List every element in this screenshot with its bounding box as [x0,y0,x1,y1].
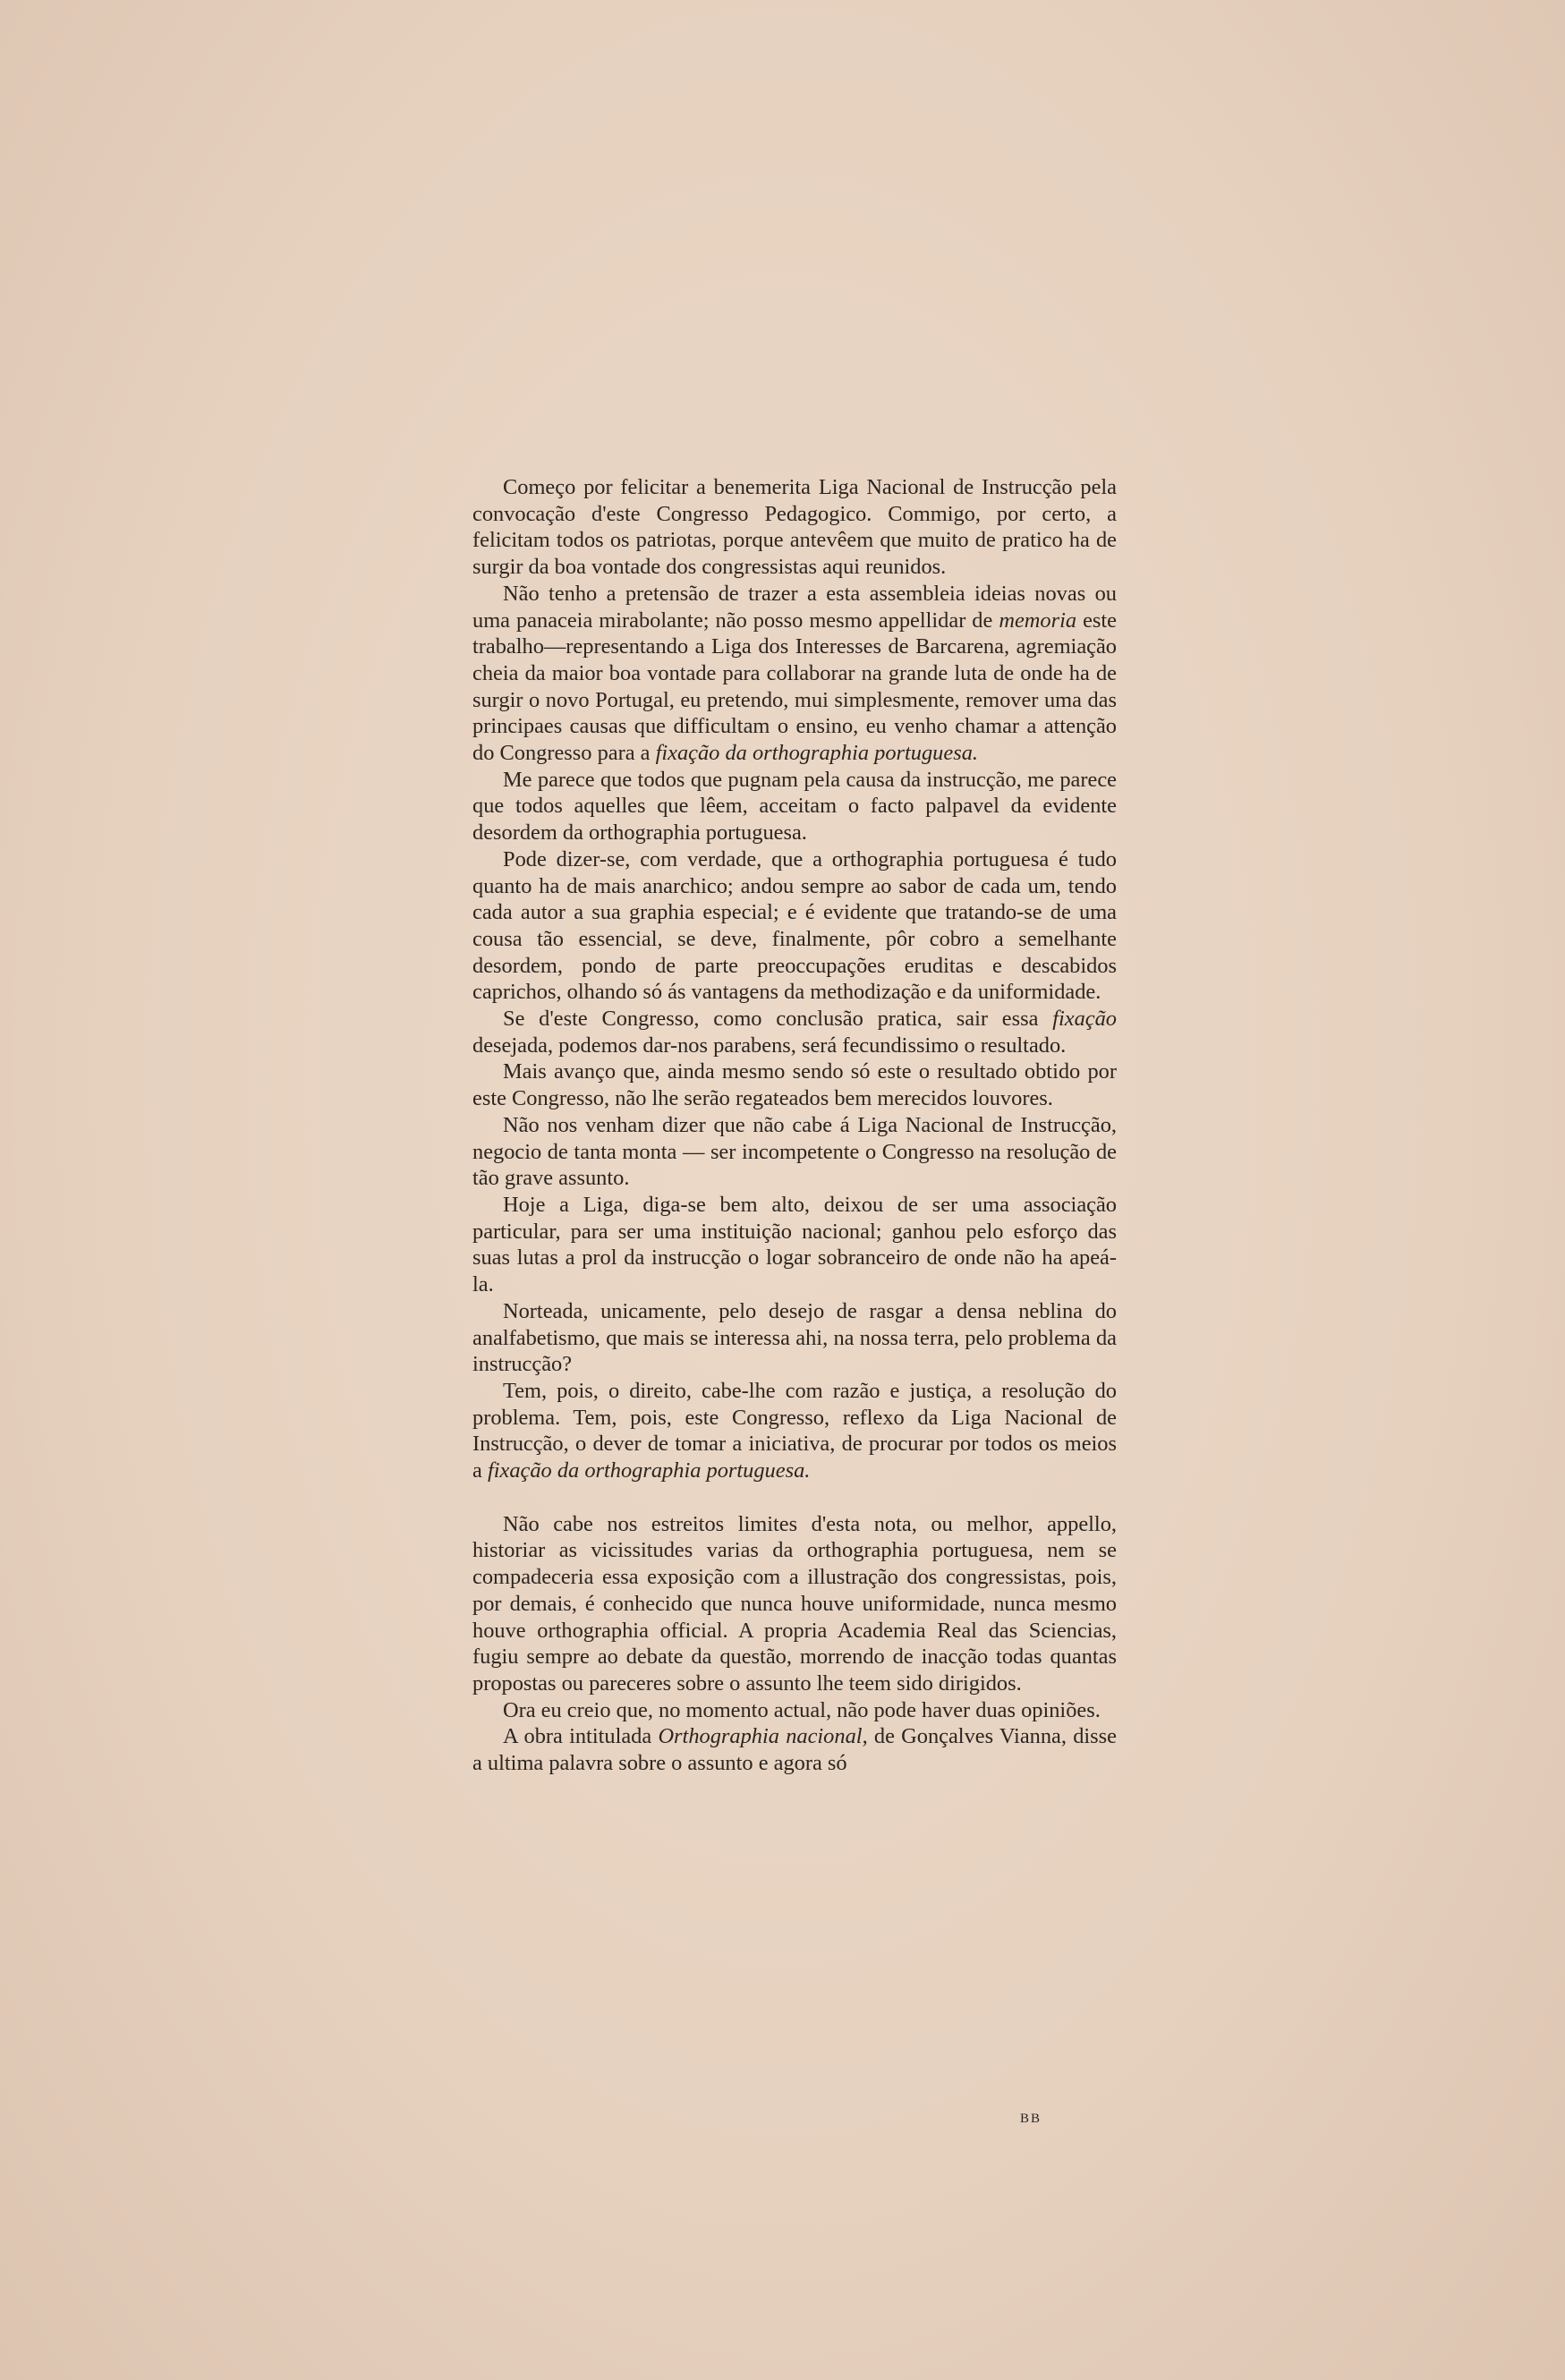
italic-text: memoria [999,608,1077,633]
italic-text: Orthographia nacional [658,1724,863,1749]
text-run: A obra intitulada [503,1724,659,1749]
italic-text: fixação da orthographia portuguesa. [487,1458,811,1483]
text-run: , de Gonçalves Vianna, disse a ultima palavra sobre o assunto e agora só [472,1724,1117,1776]
text-run: Não cabe nos estreitos limites d'esta nota, ou melhor, appello, historiar as vicissitudes varias da orthographia portuguesa, nem se compadeceria essa exposição com a illustração dos congressistas, pois, por demais, é conhecido que nunca houve uniformidade, nunca mesmo houve orthographia official. A propria Academia Real das Sciencias, fugiu sempre ao debate da questão, morrendo de inacção todas quantas propostas ou pareceres sobre o assunto lhe teem sido dirigidos. [472,1511,1117,1696]
paragraph [472,1697,1117,1724]
paragraph [472,1006,1117,1058]
paragraph [472,1378,1117,1484]
paragraph [472,1723,1117,1776]
paragraph [472,767,1117,846]
italic-text: fixação [1052,1007,1117,1032]
paragraph [472,1298,1117,1378]
text-run: Me parece que todos que pugnam pela causa da instrucção, me parece que todos aquelles que lêem, acceitam o facto palpavel da evidente desordem da orthographia portuguesa. [472,767,1117,846]
text-run: Se d'este Congresso, como conclusão pratica, sair essa [503,1007,1053,1032]
paragraph [472,846,1117,1006]
paragraph [472,581,1117,767]
paragraph [472,1112,1117,1192]
text-run: este trabalho—representando a Liga dos Interesses de Barcarena, agremiação cheia da maior boa vontade para collaborar na grande luta de onde ha de surgir o novo Portugal, eu pretendo, mui simplesmente, remover uma das principaes causas que difficultam o ensino, eu venho chamar a attenção do Congresso para a [472,608,1117,766]
paragraph [472,1511,1117,1697]
text-run: Começo por felicitar a benemerita Liga Nacional de Instrucção pela convocação d'este Congresso Pedagogico. Commigo, por certo, a felicitam todos os patriotas, porque antevêem que muito de pratico ha de surgir da boa vontade dos congressistas aqui reunidos. [472,475,1117,580]
text-run: Tem, pois, o direito, cabe-lhe com razão e justiça, a resolução do problema. Tem, pois, este Congresso, reflexo da Liga Nacional de Instrucção, o dever de tomar a iniciativa, de procurar por todos os meios a [472,1378,1117,1483]
italic-text: fixação da orthographia portuguesa. [655,741,978,766]
text-run: Mais avanço que, ainda mesmo sendo só este o resultado obtido por este Congresso, não lhe serão regateados bem merecidos louvores. [472,1059,1117,1111]
text-run: Ora eu creio que, no momento actual, não pode haver duas opiniões. [503,1697,1101,1722]
paragraph [472,1058,1117,1111]
paragraph [472,474,1117,581]
text-run: desejada, podemos dar-nos parabens, será fecundissimo o resultado. [472,1033,1067,1058]
text-run: Hoje a Liga, diga-se bem alto, deixou de ser uma associação particular, para ser uma instituição nacional; ganhou pelo esforço das suas lutas a prol da instrucção o logar sobranceiro de onde não ha apeá-la. [472,1192,1117,1297]
body-text [472,474,1117,1777]
text-run: Não nos venham dizer que não cabe á Liga Nacional de Instrucção, negocio de tanta monta — ser incompetente o Congresso na resolução de tão grave assunto. [472,1112,1117,1191]
signature-mark: BB [1020,2112,1042,2126]
text-run: Norteada, unicamente, pelo desejo de rasgar a densa neblina do analfabetismo, que mais se interessa ahi, na nossa terra, pelo problema da instrucção? [472,1298,1117,1377]
text-run: Não tenho a pretensão de trazer a esta assembleia ideias novas ou uma panaceia mirabolante; não posso mesmo appellidar de [472,581,1117,633]
paragraph [472,1192,1117,1298]
text-run: Pode dizer-se, com verdade, que a orthographia portuguesa é tudo quanto ha de mais anarchico; andou sempre ao sabor de cada um, tendo cada autor a sua graphia especial; e é evidente que tratando-se de uma cousa tão essencial, se deve, finalmente, pôr cobro a semelhante desordem, pondo de parte preoccupações eruditas e descabidos caprichos, olhando só ás vantagens da methodização e da uniformidade. [472,846,1117,1005]
